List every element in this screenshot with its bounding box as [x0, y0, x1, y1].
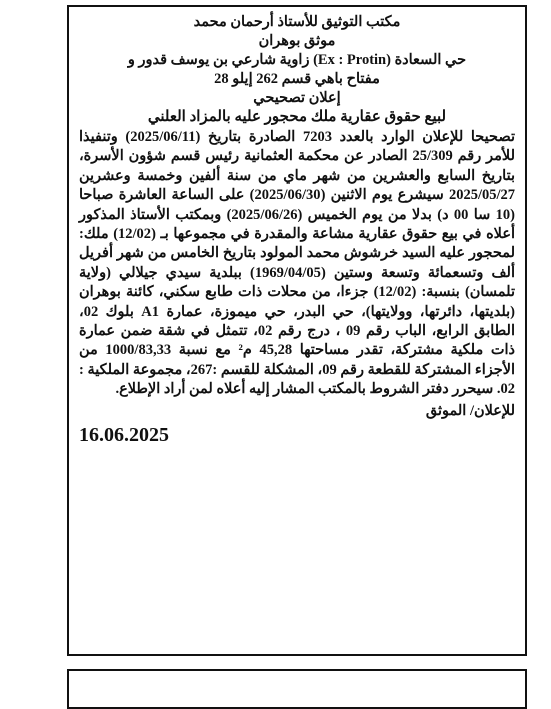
notice-type: إعلان تصحيحي — [253, 90, 341, 106]
notice-subject: لبيع حقوق عقارية ملك محجور عليه بالمزاد العلني — [147, 109, 447, 125]
office-address: حي السعادة (Ex : Protin) زاوية شارعي بن يوسف قدور و — [127, 52, 467, 68]
office-address-key: مفتاح باهي قسم 262 إيلو 28 — [214, 71, 380, 87]
notice-body: تصحيحا للإعلان الوارد بالعدد 7203 الصادرة بتاريخ (2025/06/11) وتنفيذا للأمر رقم 25/309 الصادر عن محكمة العثمانية رئيس قسم شؤون الأسرة، بتاريخ السابع والعشرين من شهر ماي من سنة ألفين وخمسة وعشرين 2025/05/27 سيشرع يوم الاثنين (2025/06/30) على الساعة العاشرة صباحا (10 سا 00 د) بدلا من يوم الخميس (2025/06/26) وبمكتب الأستاذ المذكور أعلاه في بيع حقوق عقارية مشاعة والمقدرة في مجموعها بـ (12/02) ملك: لمحجور عليه السيد خرشوش محمد المولود بتاريخ الخامس من شهر أفريل ألف وتسعمائة وتسعة وستين (1969/04/05) ببلدية سيدي جيلالي (ولاية تلمسان) بنسبة: (12/02) جزءا، من محلات ذات طابع سكني، كائنة بوهران (بلديتها، دائرتها، وولايتها)، حي البدر، حي ميموزة، عمارة A1 بلوك 02، الطابق الرابع، الباب رقم 09 ، درج رقم 02، تتمثل في شقة ضمن عمارة ذات ملكية مشتركة، تقدر مساحتها 45,28 م² مع نسبة 1000/83,33 من الأجزاء المشتركة للقطعة رقم 09، المشكلة للقسم :267، مجموعة الملكية : 02. سيحرر دفتر الشروط بالمكتب المشار إليه أعلاه لمن أراد الإطلاع. — [79, 129, 515, 398]
next-notice-box — [67, 669, 527, 709]
office-name: مكتب التوثيق للأستاذ أرحمان محمد — [193, 14, 401, 30]
notary-role-city: موثق بوهران — [258, 33, 336, 49]
legal-notice — [67, 5, 527, 656]
signature-label: للإعلان/ الموثق — [425, 402, 515, 419]
notice-date: 16.06.2025 — [79, 423, 169, 446]
